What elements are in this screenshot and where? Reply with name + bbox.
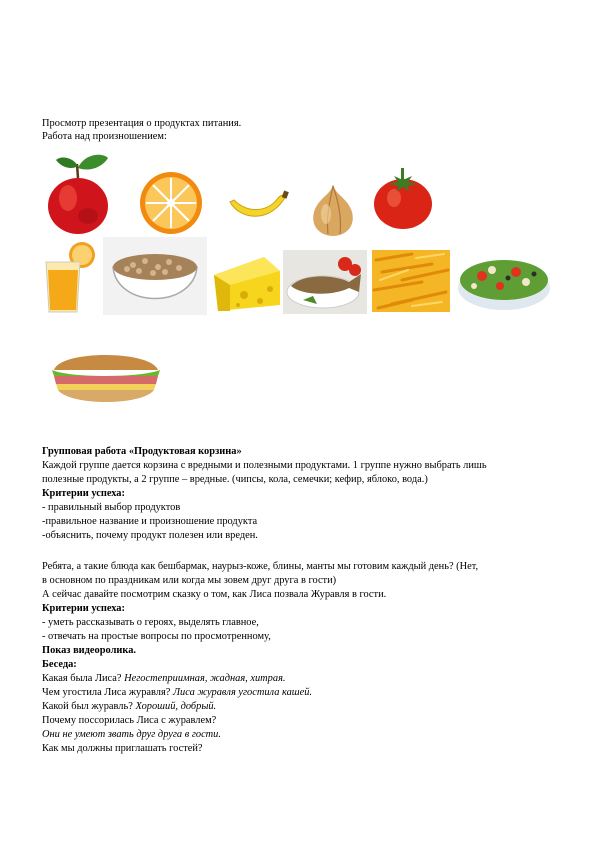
porridge-image xyxy=(103,237,207,315)
dishes-line-1: Ребята, а такие блюда как бешбармак, наурыз-коже, блины, манты мы готовим каждый день? (Нет, xyxy=(42,561,479,572)
question: Какая была Лиса? xyxy=(42,673,122,684)
video-show-title: Показ видеоролика. xyxy=(42,645,137,656)
salad-image xyxy=(456,248,552,314)
talk-title: Беседа: xyxy=(42,659,77,670)
video-criteria-item: - отвечать на простые вопросы по просмотренному, xyxy=(42,631,271,642)
onion-image xyxy=(304,180,362,238)
apple-image xyxy=(44,146,112,238)
question: Какой был журавль? xyxy=(42,701,133,712)
sandwich-image xyxy=(50,348,162,406)
banana-image xyxy=(226,186,290,226)
talk-qa-2 xyxy=(42,686,312,699)
dishes-line-3: А сейчас давайте посмотрим сказку о том, как Лиса позвала Журавля в гости. xyxy=(42,589,387,600)
tomato-image xyxy=(372,166,434,230)
group-work-text-1: Каждой группе дается корзина с вредными и полезными продуктами. 1 группе нужно выбрать лишь xyxy=(42,460,487,471)
fries-image xyxy=(372,250,450,312)
intro-line-2: Работа над произношением: xyxy=(42,131,167,142)
talk-answer-4: Они не умеют звать друг друга в гости. xyxy=(42,729,221,740)
group-criteria-item: - правильный выбор продуктов xyxy=(42,502,181,513)
cheese-image xyxy=(212,255,282,313)
group-criteria-title: Критерии успеха: xyxy=(42,488,125,499)
group-work-title: Групповая работа «Продуктовая корзина» xyxy=(42,446,242,457)
fish-image xyxy=(283,250,367,314)
question: Чем угостила Лиса журавля? xyxy=(42,687,171,698)
group-work-text-2: полезные продукты, а 2 группе – вредные. (чипсы, кола, семечки; кефир, яблоко, вода.) xyxy=(42,474,428,485)
talk-qa-1 xyxy=(42,672,286,685)
answer: Хороший, добрый. xyxy=(135,701,217,712)
intro-line-1: Просмотр презентация о продуктах питания. xyxy=(42,118,242,129)
talk-question-4: Почему поссорилась Лиса с журавлем? xyxy=(42,715,217,726)
orange-image xyxy=(136,170,206,236)
dishes-line-2: в основном по праздникам или когда мы зовем друг друга в гости) xyxy=(42,575,337,586)
group-criteria-item: -объяснить, почему продукт полезен или вреден. xyxy=(42,530,258,541)
answer: Негостеприимная, жадная, хитрая. xyxy=(124,673,286,684)
video-criteria-title: Критерии успеха: xyxy=(42,603,125,614)
video-criteria-item: - уметь рассказывать о героях, выделять главное, xyxy=(42,617,259,628)
talk-qa-3 xyxy=(42,700,216,713)
group-criteria-item: -правильное название и произношение продукта xyxy=(42,516,258,527)
juice-image xyxy=(42,240,98,314)
talk-question-5: Как мы должны приглашать гостей? xyxy=(42,743,203,754)
answer: Лиса журавля угостила кашей. xyxy=(173,687,313,698)
